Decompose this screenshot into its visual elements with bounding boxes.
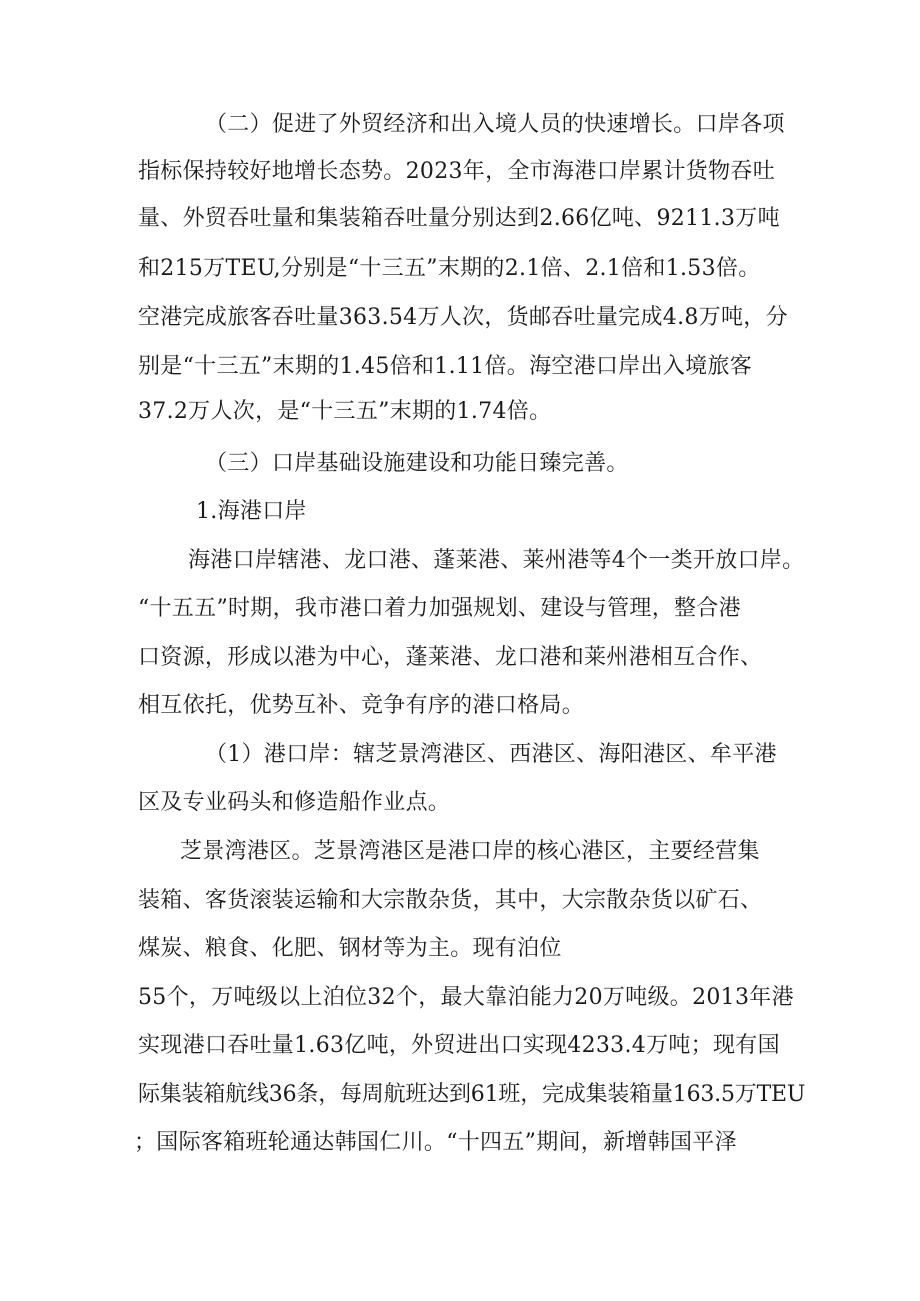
text-line: 海港口岸辖港、龙口港、蓬莱港、莱州港等4个一类开放口岸。 bbox=[188, 548, 805, 573]
text-line: 际集装箱航线36条，每周航班达到61班，完成集装箱量163.5万TEU bbox=[138, 1082, 806, 1107]
text-line: 55个，万吨级以上泊位32个，最大靠泊能力20万吨级。2013年港 bbox=[138, 985, 794, 1010]
subsection-heading: 1.海港口岸 bbox=[196, 499, 307, 524]
section-heading: （三）口岸基础设施建设和功能日臻完善。 bbox=[205, 451, 629, 476]
text-line: 空港完成旅客吞吐量363.54万人次，货邮吞吐量完成4.8万吨，分 bbox=[138, 305, 788, 330]
text-line: 量、外贸吞吐量和集装箱吞吐量分别达到2.66亿吨、9211.3万吨 bbox=[138, 206, 780, 231]
text-line: 实现港口吞吐量1.63亿吨，外贸进出口实现4233.4万吨；现有国 bbox=[138, 1033, 780, 1058]
text-line: 芝景湾港区。芝景湾港区是港口岸的核心港区，主要经营集 bbox=[180, 839, 760, 864]
text-line: 装箱、客货滚装运输和大宗散杂货，其中，大宗散杂货以矿石、 bbox=[138, 888, 763, 913]
text-line: ；国际客箱班轮通达韩国仁川。“十四五”期间，新增韩国平泽 bbox=[134, 1130, 737, 1155]
text-line: 和215万TEU,分别是“十三五”末期的2.1倍、2.1倍和1.53倍。 bbox=[138, 256, 761, 281]
text-line: 37.2万人次，是“十三五”末期的1.74倍。 bbox=[138, 399, 552, 424]
text-line: （1）港口岸：辖芝景湾港区、西港区、海阳港区、牟平港 bbox=[205, 742, 777, 767]
text-line: 指标保持较好地增长态势。2023年，全市海港口岸累计货物吞吐 bbox=[138, 159, 775, 184]
text-line: 口资源，形成以港为中心，蓬莱港、龙口港和莱州港相互合作、 bbox=[138, 645, 763, 670]
text-line: 区及专业码头和修造船作业点。 bbox=[138, 790, 451, 815]
text-line: 别是“十三五”末期的1.45倍和1.11倍。海空港口岸出入境旅客 bbox=[138, 354, 753, 379]
text-line: （二）促进了外贸经济和出入境人员的快速增长。口岸各项 bbox=[205, 112, 785, 137]
text-line: 相互依托，优势互补、竞争有序的港口格局。 bbox=[138, 693, 585, 718]
text-line: “十五五”时期，我市港口着力加强规划、建设与管理，整合港 bbox=[138, 596, 741, 621]
text-line: 煤炭、粮食、化肥、钢材等为主。现有泊位 bbox=[138, 936, 562, 961]
